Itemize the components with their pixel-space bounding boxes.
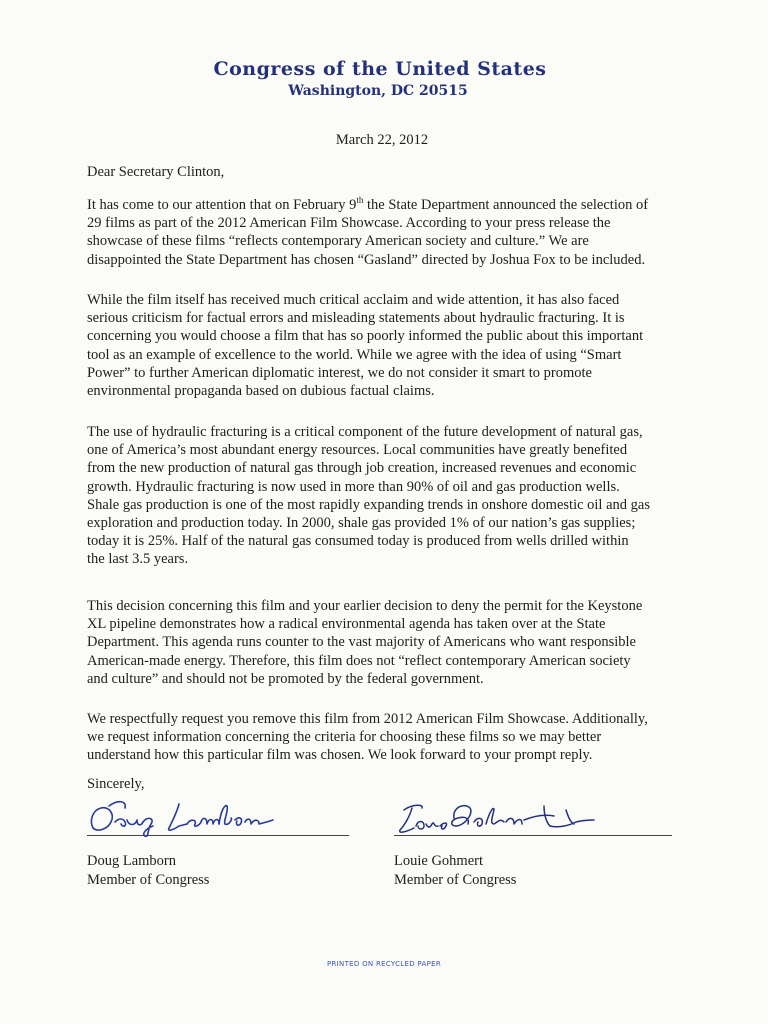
closing: Sincerely, (87, 776, 145, 792)
signature-line (394, 835, 672, 836)
paragraph-line: Shale gas production is one of the most rapidly expanding trends in onshore domestic oil and gas (87, 496, 650, 513)
signer-title: Member of Congress (87, 872, 210, 888)
paragraph-line: from the new production of natural gas through job creation, increased revenues and economic (87, 460, 637, 477)
paragraph-line: tool as an example of excellence to the world. While we agree with the idea of using “Smart (87, 346, 622, 363)
paragraph-line: and culture” and should not be promoted by the federal government. (87, 670, 484, 687)
paragraph-4 (87, 597, 683, 688)
paragraph-line: It has come to our attention that on February 9th the State Department announced the selection of (87, 195, 649, 213)
salutation: Dear Secretary Clinton, (87, 164, 225, 180)
paragraph-line: This decision concerning this film and your earlier decision to deny the permit for the Keystone (87, 598, 643, 614)
paragraph-line: XL pipeline demonstrates how a radical environmental agenda has taken over at the State (87, 616, 606, 633)
paragraph-line: exploration and production today. In 2000, shale gas provided 1% of our nation’s gas supplies; (87, 515, 636, 532)
paragraph-line: showcase of these films “reflects contemporary American society and culture.” We are (87, 233, 589, 250)
paragraph-line: disappointed the State Department has chosen “Gasland” directed by Joshua Fox to be included. (87, 251, 646, 268)
paragraph-1 (87, 196, 683, 269)
paragraph-2 (87, 291, 683, 400)
paragraph-line: today it is 25%. Half of the natural gas consumed today is produced from wells drilled within (87, 533, 629, 550)
paragraph-line: Power” to further American diplomatic interest, we do not consider it smart to promote (87, 364, 592, 381)
paragraph-line: While the film itself has received much critical acclaim and wide attention, it has also faced (87, 292, 620, 308)
paragraph-line: the last 3.5 years. (87, 551, 189, 568)
paragraph-line: we request information concerning the criteria for choosing these films so we may better (87, 729, 602, 746)
paragraph-line: environmental propaganda based on dubious factual claims. (87, 383, 435, 400)
recycled-paper-note: PRINTED ON RECYCLED PAPER (326, 960, 441, 968)
paragraph-line: American-made energy. Therefore, this film does not “reflect contemporary American society (87, 652, 631, 669)
paragraph-line: We respectfully request you remove this film from 2012 American Film Showcase. Additionally, (87, 711, 648, 727)
paragraph-3 (87, 423, 683, 569)
signature-lamborn (87, 796, 349, 838)
signature-line (87, 835, 349, 836)
paragraph-line: serious criticism for factual errors and misleading statements about hydraulic fracturing. It is (87, 310, 625, 327)
letterhead (0, 58, 768, 99)
letter-date: March 22, 2012 (335, 132, 429, 148)
letterhead-title: Congress of the United States (213, 58, 547, 80)
paragraph-5 (87, 710, 683, 765)
signer-name: Doug Lamborn (87, 853, 176, 869)
paragraph-line: 29 films as part of the 2012 American Film Showcase. According to your press release the (87, 215, 611, 232)
signature-block-lamborn (87, 796, 349, 889)
signature-block-gohmert (394, 796, 672, 889)
paragraph-line: one of America’s most abundant energy resources. Local communities have greatly benefited (87, 442, 628, 459)
signature-gohmert (394, 796, 672, 838)
letterhead-address: Washington, DC 20515 (288, 83, 468, 99)
paragraph-line: understand how this particular film was chosen. We look forward to your prompt reply. (87, 747, 593, 764)
signer-name: Louie Gohmert (394, 853, 483, 869)
paragraph-line: concerning you would choose a film that has so poorly informed the public about this important (87, 328, 644, 345)
paragraph-line: growth. Hydraulic fracturing is now used in more than 90% of oil and gas production wells. (87, 478, 620, 495)
paragraph-line: The use of hydraulic fracturing is a critical component of the future development of natural gas, (87, 424, 643, 440)
paragraph-line: Department. This agenda runs counter to the vast majority of Americans who want responsible (87, 634, 636, 651)
signer-title: Member of Congress (394, 872, 517, 888)
